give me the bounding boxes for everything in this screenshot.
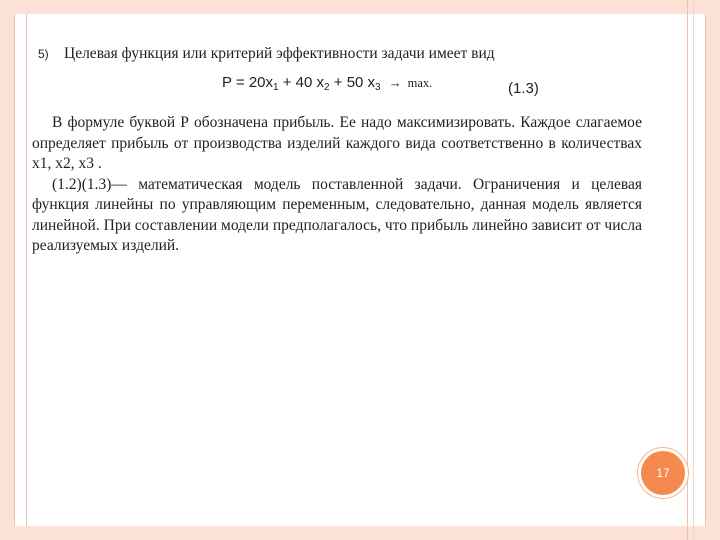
item-text: Целевая функция или критерий эффективности задачи имеет вид [64,45,495,62]
formula-sub2: 2 [324,82,330,93]
formula-sub3: 3 [375,82,381,93]
page-number: 17 [656,466,670,480]
list-item [38,45,495,63]
formula-sub1: 1 [273,82,279,93]
arrow-right-icon: → [388,75,402,90]
formula-mid2: + 50 x [329,74,376,91]
item-number: 5) [38,47,49,61]
paragraph: (1.2)(1.3)— математическая модель поставленной задачи. Ограничения и целевая функция линейны по управляющим переменным, следовательно, данная модель является линейной. При составлении модели предполагалось, что прибыль линейно зависит от числа реализуемых изделий. [32,175,642,254]
page-number-badge [641,451,685,495]
equation-number: (1.3) [508,80,539,97]
objective-formula [222,74,432,93]
formula-mid1: + 40 x [278,74,325,91]
formula-lhs: P = 20x [222,74,274,91]
paragraph: В формуле буквой Р обозначена прибыль. Ее надо максимизировать. Каждое слагаемое определяет прибыль от производства изделий каждого вида соответственно в количествах x1, x2, x3 . [32,114,642,172]
right-rule [687,0,688,540]
formula-goal: max. [407,76,433,90]
left-rule [26,14,27,526]
right-rule-outer [693,0,694,540]
body-text [32,113,642,257]
